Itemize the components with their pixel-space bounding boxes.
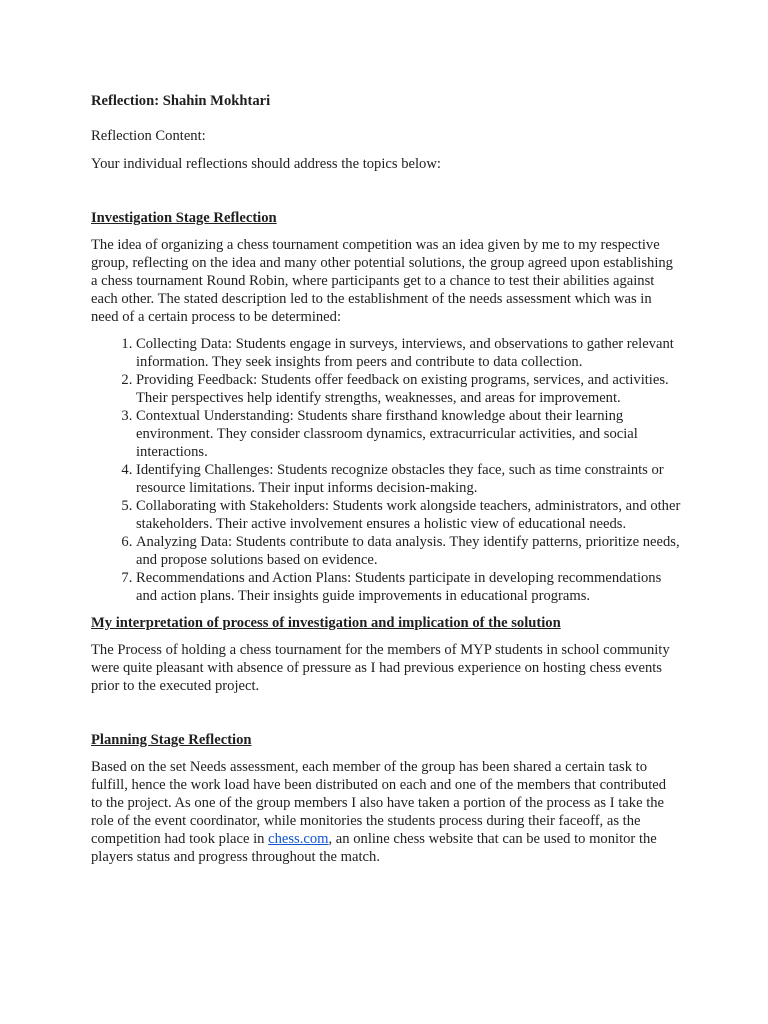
list-item: 2. Providing Feedback: Students offer feedback on existing programs, services, and activities. Their perspectives help identify strengths, weaknesses, and areas for improvement.	[136, 371, 681, 407]
list-item: 6. Analyzing Data: Students contribute to data analysis. They identify patterns, prioritize needs, and propose solutions based on evidence.	[136, 533, 681, 569]
reflection-intro: Your individual reflections should address the topics below:	[91, 156, 441, 172]
reflection-content-label: Reflection Content:	[91, 128, 206, 144]
list-item: 3. Contextual Understanding: Students share firsthand knowledge about their learning environment. They consider classroom dynamics, extracurricular activities, and social interactions.	[136, 407, 681, 461]
list-item: 4. Identifying Challenges: Students recognize obstacles they face, such as time constraints or resource limitations. Their input informs decision-making.	[136, 461, 681, 497]
planning-heading: Planning Stage Reflection	[91, 732, 252, 748]
planning-paragraph	[91, 758, 681, 866]
document-title: Reflection: Shahin Mokhtari	[91, 93, 271, 109]
document-page	[91, 92, 681, 875]
chess-com-link[interactable]: chess.com	[268, 831, 329, 847]
interpretation-paragraph: The Process of holding a chess tournament for the members of MYP students in school community were quite pleasant with absence of pressure as I had previous experience on hosting chess events prior to the executed project.	[91, 642, 670, 694]
planning-text-after-link: , an online chess website that can be used to monitor the players status and progress throughout the match.	[91, 831, 657, 865]
investigation-paragraph: The idea of organizing a chess tournament competition was an idea given by me to my respective group, reflecting on the idea and many other potential solutions, the group agreed upon establishing a chess tournament Round Robin, where participants get to a chance to test their abilities against each other. The stated description led to the establishment of the needs assessment which was in need of a certain process to be determined:	[91, 237, 673, 325]
list-item: 5. Collaborating with Stakeholders: Students work alongside teachers, administrators, and other stakeholders. Their active involvement ensures a holistic view of educational needs.	[136, 497, 681, 533]
planning-text-before-link: Based on the set Needs assessment, each member of the group has been shared a certain task to fulfill, hence the work load have been distributed on each and one of the members that contributed to the project. As one of the group members I also have taken a portion of the process as I take the role of the event coordinator, while monitories the students process during their faceoff, as the competition had took place in	[91, 759, 667, 847]
interpretation-heading: My interpretation of process of investigation and implication of the solution	[91, 615, 561, 631]
list-item: 7. Recommendations and Action Plans: Students participate in developing recommendations and action plans. Their insights guide improvements in educational programs.	[136, 569, 681, 605]
list-item: 1. Collecting Data: Students engage in surveys, interviews, and observations to gather relevant information. They seek insights from peers and contribute to data collection.	[136, 335, 681, 371]
investigation-process-list	[91, 335, 681, 605]
investigation-heading: Investigation Stage Reflection	[91, 210, 277, 226]
